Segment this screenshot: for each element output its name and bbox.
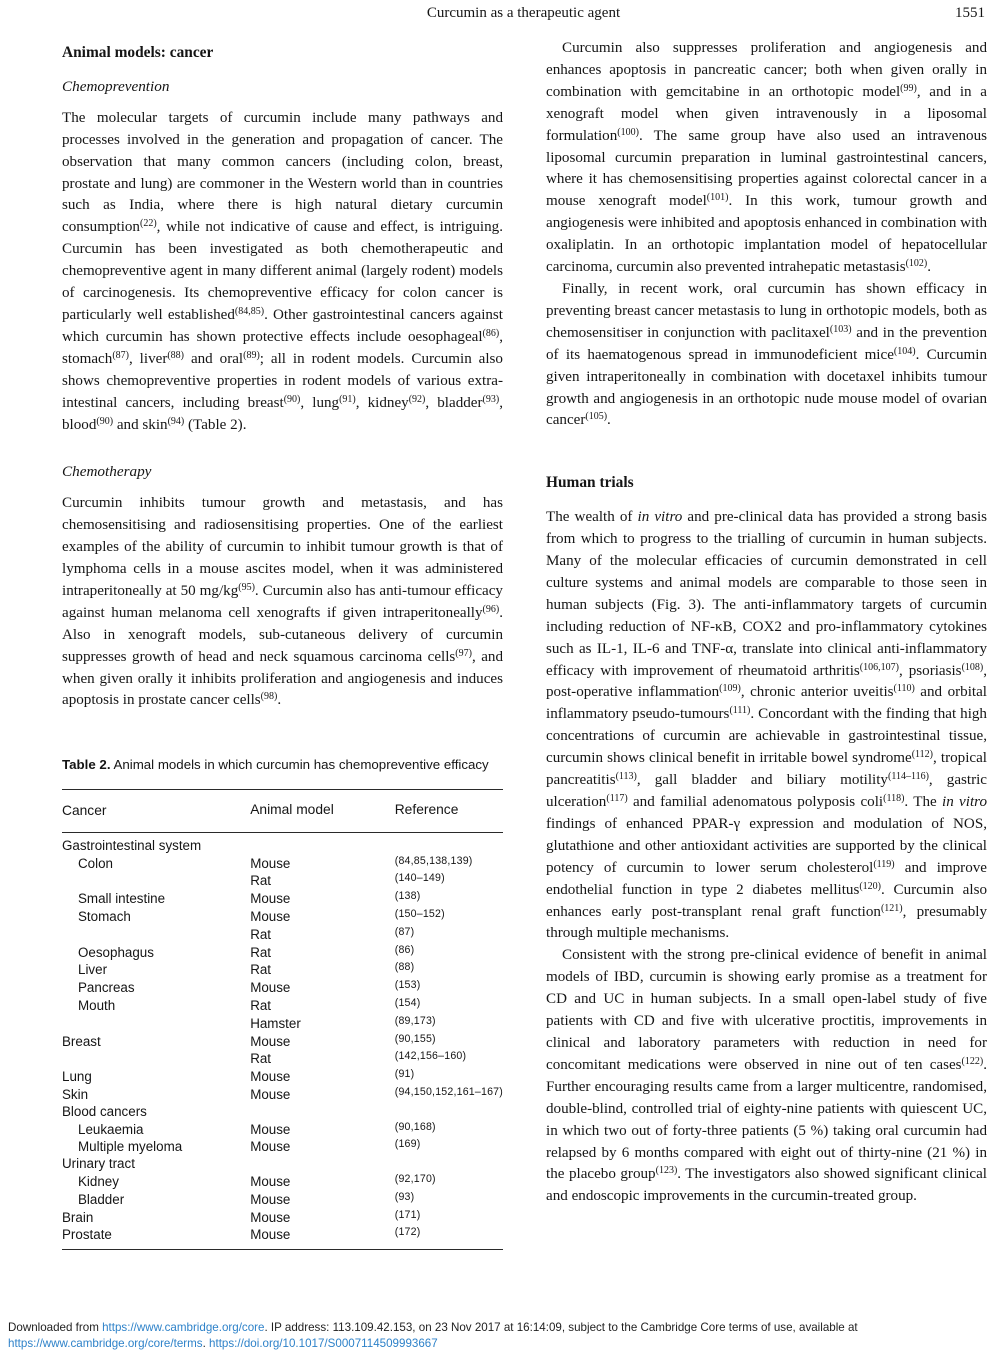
reference-superscript: (112) xyxy=(911,749,934,761)
reference-numbers: (94,150,152,161–167) xyxy=(394,1085,503,1098)
cancer-cell: Lung xyxy=(62,1069,92,1085)
animal-model-cell: Mouse xyxy=(250,1209,291,1225)
reference-superscript: (113) xyxy=(615,771,637,783)
reference-superscript: (118) xyxy=(883,793,905,804)
animal-model-cell: Mouse xyxy=(250,908,291,924)
table-row xyxy=(62,1033,503,1051)
cancer-cell: Bladder xyxy=(78,1191,125,1207)
cancer-cell: Mouth xyxy=(78,997,116,1013)
table-2 xyxy=(62,756,503,1250)
reference-superscript: (90) xyxy=(96,415,114,427)
reference-superscript: (92) xyxy=(408,393,426,405)
reference-cell xyxy=(395,944,503,962)
table-row xyxy=(62,855,503,873)
column-header-reference: Reference xyxy=(395,789,503,832)
column-header-cancer: Cancer xyxy=(62,789,250,832)
animal-model-cell: Mouse xyxy=(250,1227,291,1243)
reference-numbers: (154) xyxy=(394,996,421,1009)
reference-numbers: (88) xyxy=(394,961,415,974)
cancer-cell: Stomach xyxy=(78,908,131,924)
reference-superscript: (109) xyxy=(719,683,741,695)
table-row xyxy=(62,997,503,1015)
reference-cell xyxy=(395,1086,503,1104)
table-row xyxy=(62,944,503,962)
reference-superscript: (93) xyxy=(482,393,500,405)
animal-model-cell: Hamster xyxy=(250,1015,301,1031)
animal-model-cell: Mouse xyxy=(250,1173,291,1189)
reference-superscript: (99) xyxy=(900,82,917,94)
animal-model-cell: Rat xyxy=(250,1051,272,1067)
cancer-cell xyxy=(62,872,250,890)
paragraph-human-trials-2: Consistent with the strong pre-clinical evidence of benefit in animal models of IBD, curcumin is showing early promise as a treatment for CD and UC in human subjects. In a small open-label study of five patients with CD and five with ulcerative proctitis, improvements in clinical and laboratory parameters with reduction in need for concomitant medications were observed in nine out of ten cases$^{(122)}$. Further encouraging results came from a larger multicentre, randomised, double-blind, controlled trial of eighty-nine patients with quiescent UC, in which two out of forty-three patients (5 %) taking oral curcumin had relapsed by 6 months compared with eight out of thirty-nine (21 %) in the placebo group$^{(123)}$. The investigators also showed significant clinical and endoscopic improvements in the curcumin-treated group. xyxy=(546,947,987,1205)
right-column xyxy=(546,38,987,1208)
animal-models-table xyxy=(62,789,503,1250)
reference-cell xyxy=(395,1104,503,1121)
table-row xyxy=(62,979,503,997)
running-title: Curcumin as a therapeutic agent xyxy=(426,5,621,21)
reference-superscript: (101) xyxy=(706,192,729,204)
table-row xyxy=(62,1226,503,1249)
reference-cell xyxy=(395,872,503,890)
cancer-cell: Breast xyxy=(62,1033,101,1049)
reference-cell xyxy=(395,1121,503,1139)
animal-model-cell xyxy=(250,1156,395,1173)
reference-superscript: (120) xyxy=(859,880,881,892)
reference-numbers: (171) xyxy=(394,1208,421,1221)
reference-cell xyxy=(395,1068,503,1086)
reference-numbers: (172) xyxy=(394,1226,421,1239)
cancer-cell: Kidney xyxy=(78,1173,119,1189)
reference-superscript: (22) xyxy=(139,218,157,230)
reference-numbers: (89,173) xyxy=(394,1014,436,1027)
download-notice xyxy=(8,1320,992,1352)
animal-model-cell: Mouse xyxy=(250,891,291,907)
animal-model-cell: Mouse xyxy=(250,1121,291,1137)
subsection-heading-chemotherapy: Chemotherapy xyxy=(62,463,152,481)
reference-numbers: (84,85,138,139) xyxy=(394,854,473,867)
table-caption xyxy=(62,756,503,774)
cancer-cell: Gastrointestinal system xyxy=(62,837,202,853)
reference-superscript: (106,107) xyxy=(859,661,899,673)
reference-superscript: (119) xyxy=(873,858,895,870)
page-header xyxy=(62,5,985,27)
reference-cell xyxy=(395,1138,503,1156)
reference-superscript: (97) xyxy=(455,647,472,659)
cancer-cell xyxy=(62,1015,250,1033)
reference-superscript: (110) xyxy=(893,683,915,695)
reference-superscript: (84,85) xyxy=(234,305,265,317)
reference-superscript: (87) xyxy=(112,349,129,361)
table-row xyxy=(62,1050,503,1068)
reference-cell xyxy=(395,855,503,873)
column-header-animal-model: Animal model xyxy=(250,789,395,832)
animal-model-cell xyxy=(250,832,395,854)
table-caption-text: Animal models in which curcumin has chemopreventive efficacy xyxy=(110,757,489,773)
reference-numbers: (138) xyxy=(394,890,421,903)
table-row xyxy=(62,1015,503,1033)
table-row xyxy=(62,1138,503,1156)
left-column xyxy=(62,42,503,1250)
cancer-cell: Leukaemia xyxy=(78,1121,144,1137)
table-caption-label: Table 2. xyxy=(62,757,111,773)
table-row xyxy=(62,1209,503,1227)
table-header-row xyxy=(62,789,503,832)
cancer-cell: Colon xyxy=(78,855,113,871)
reference-cell xyxy=(395,1173,503,1191)
animal-model-cell: Rat xyxy=(250,926,272,942)
reference-cell xyxy=(395,890,503,908)
reference-numbers: (153) xyxy=(394,979,421,992)
cancer-cell: Prostate xyxy=(62,1227,112,1243)
table-row xyxy=(62,1104,503,1121)
cancer-cell: Pancreas xyxy=(78,980,135,996)
animal-model-cell: Mouse xyxy=(250,1191,291,1207)
reference-numbers: (169) xyxy=(394,1138,421,1151)
animal-model-cell: Rat xyxy=(250,944,272,960)
reference-cell xyxy=(395,908,503,926)
reference-cell xyxy=(395,1226,503,1249)
table-row xyxy=(62,1156,503,1173)
paragraph-pancreatic: Curcumin also suppresses proliferation and angiogenesis and enhances apoptosis in pancreatic cancer; both when given orally in combination with gemcitabine in an orthotopic model$^{(99)}$, and in a xenograft model when given intravenously in a liposomal formulation$^{(100)}$. The same group have also used an intravenous liposomal curcumin preparation in luminal gastrointestinal cancers, where it has chemosensitising properties against colorectal cancer in a mouse xenograft model$^{(101)}$. In this work, tumour growth and angiogenesis were inhibited and apoptosis enhanced in combination with oxaliplatin. In an orthotopic implantation model of hepatocellular carcinoma, curcumin also prevented intrahepatic metastasis$^{(102)}$. xyxy=(546,40,987,276)
animal-model-cell: Mouse xyxy=(250,1086,291,1102)
reference-superscript: (102) xyxy=(905,258,928,270)
paragraph-metastasis: Finally, in recent work, oral curcumin has shown efficacy in preventing breast cancer metastasis to lung in orthotopic models, both as chemosensitiser in conjunction with paclitaxel$^{(103)}$ and in the prevention of its haematogenous spread in immunodeficient mice$^{(104)}$. Curcumin given intraperitoneally in combination with docetaxel inhibits tumour growth and angiogenesis in an orthotopic nude mouse model of ovarian cancer$^{(105)}$. xyxy=(546,280,987,429)
animal-model-cell: Mouse xyxy=(250,1139,291,1155)
reference-superscript: (103) xyxy=(829,323,852,335)
reference-superscript: (108) xyxy=(961,661,984,673)
reference-cell xyxy=(395,926,503,944)
reference-numbers: (90,168) xyxy=(394,1120,436,1133)
cancer-cell: Oesophagus xyxy=(78,944,154,960)
cancer-cell: Multiple myeloma xyxy=(78,1139,183,1155)
reference-numbers: (140–149) xyxy=(394,872,445,885)
reference-superscript: (95) xyxy=(238,581,255,593)
reference-superscript: (114–116) xyxy=(887,771,929,783)
cancer-cell: Brain xyxy=(62,1209,94,1225)
reference-superscript: (111) xyxy=(729,705,751,717)
footer-link[interactable]: https://doi.org/10.1017/S0007114509993667 xyxy=(209,1337,438,1350)
reference-numbers: (87) xyxy=(394,925,415,938)
download-notice-line1: Downloaded from https://www.cambridge.org/core. IP address: 113.109.42.153, on 23 Nov 2017 at 16:14:09, subject to the Cambridge Core terms of use, available at xyxy=(8,1321,858,1334)
cancer-cell: Urinary tract xyxy=(62,1156,135,1172)
animal-model-cell xyxy=(250,1104,395,1121)
reference-numbers: (150–152) xyxy=(394,907,445,920)
table-row xyxy=(62,1086,503,1104)
cancer-cell xyxy=(62,1050,250,1068)
cancer-cell: Skin xyxy=(62,1086,89,1102)
table-row xyxy=(62,872,503,890)
footer-link[interactable]: https://www.cambridge.org/core xyxy=(102,1321,265,1334)
reference-numbers: (93) xyxy=(394,1190,415,1203)
table-body xyxy=(62,832,503,1249)
reference-numbers: (90,155) xyxy=(394,1032,436,1045)
reference-numbers: (86) xyxy=(394,943,415,956)
table-row xyxy=(62,926,503,944)
cancer-cell: Small intestine xyxy=(78,891,166,907)
cancer-cell: Blood cancers xyxy=(62,1103,147,1119)
reference-superscript: (123) xyxy=(655,1165,678,1177)
paragraph-chemotherapy: Curcumin inhibits tumour growth and metastasis, and has chemosensitising and radiosensitising properties. One of the earliest examples of the ability of curcumin to inhibit tumour growth is that of lymphoma cells in a mouse ascites model, when it was administered intraperitoneally at 50 $mg/kg^{(95)}$. Curcumin also has anti-tumour efficacy against human melanoma cell xenografts if given intraperitoneally$^{(96)}$. Also in xenograft models, sub-cutaneous delivery of curcumin suppresses growth of head and neck squamous carcinoma cells$^{(97)}$, and when given orally it inhibits proliferation and angiogenesis and induces apoptosis in prostate cancer cells$^{(98)}$. xyxy=(62,495,504,709)
reference-superscript: (88) xyxy=(167,349,185,361)
cancer-cell: Liver xyxy=(78,962,108,978)
reference-superscript: (91) xyxy=(339,393,356,405)
cancer-cell xyxy=(62,926,250,944)
section-heading-human-trials: Human trials xyxy=(546,474,634,492)
reference-cell xyxy=(395,997,503,1015)
table-row xyxy=(62,908,503,926)
subsection-heading-chemoprevention: Chemoprevention xyxy=(62,77,170,95)
reference-cell xyxy=(395,1015,503,1033)
reference-superscript: (117) xyxy=(606,793,628,804)
reference-numbers: (92,170) xyxy=(394,1172,436,1185)
reference-cell xyxy=(395,1156,503,1173)
reference-cell xyxy=(395,1209,503,1227)
animal-model-cell: Mouse xyxy=(250,980,291,996)
table-row xyxy=(62,890,503,908)
reference-superscript: (105) xyxy=(585,411,608,423)
reference-cell xyxy=(395,961,503,979)
animal-model-cell: Rat xyxy=(250,962,272,978)
animal-model-cell: Mouse xyxy=(250,855,291,871)
page-number: 1551 xyxy=(955,5,985,21)
animal-model-cell: Rat xyxy=(250,997,272,1013)
table-row xyxy=(62,1121,503,1139)
reference-cell xyxy=(395,1050,503,1068)
animal-model-cell: Mouse xyxy=(250,1069,291,1085)
reference-superscript: (104) xyxy=(893,345,916,357)
paragraph-human-trials-1: The wealth of in vitro and pre-clinical data has provided a strong basis from which to progress to the trialling of curcumin in human subjects. Many of the molecular efficacies of curcumin demonstrated in cell culture systems and animal models are comparable to those seen in human subjects (Fig. 3). The anti-inflammatory targets of curcumin including reduction of NF-κB, COX2 and pro-inflammatory cytokines such as IL-1, IL-6 and TNF-α, translate into clinical anti-inflammatory efficacy with improvement of rheumatoid arthritis$^{(106,107)}$, psoriasis$^{(108)}$, post-operative inflammation$^{(109)}$, chronic anterior uveitis$^{(110)}$ and orbital inflammatory pseudo-tumours$^{(111)}$. Concordant with the finding that high concentrations of curcumin are achievable in gastrointestinal tissue, curcumin shows clinical benefit in irritable bowel syndrome$^{(112)}$, tropical pancreatitis$^{(113)}$, gall bladder and biliary motility$^{(114-116)}$, gastric ulceration$^{(117)}$ and familial adenomatous polyposis coli$^{(118)}$. The in vitro findings of enhanced PPAR-γ expression and modulation of NOS, glutathione and other antioxidant activities are supported by the clinical potency of curcumin to lower serum cholesterol$^{(119)}$ and improve endothelial function in type 2 diabetes mellitus$^{(120)}$. Curcumin also enhances early post-transplant renal graft function$^{(121)}$, presumably through multiple mechanisms. xyxy=(546,509,988,942)
table-row xyxy=(62,961,503,979)
table-row xyxy=(62,1173,503,1191)
section-heading-animal-models: Animal models: cancer xyxy=(62,44,214,61)
table-row xyxy=(62,1068,503,1086)
reference-cell xyxy=(395,1033,503,1051)
reference-superscript: (89) xyxy=(243,349,260,361)
reference-cell xyxy=(395,832,503,854)
reference-superscript: (122) xyxy=(961,1055,984,1067)
reference-numbers: (142,156–160) xyxy=(394,1050,467,1063)
footer-link[interactable]: https://www.cambridge.org/core/terms xyxy=(8,1337,203,1350)
animal-model-cell: Rat xyxy=(250,873,272,889)
animal-model-cell: Mouse xyxy=(250,1033,291,1049)
paragraph-chemoprevention: The molecular targets of curcumin include many pathways and processes involved in the generation and propagation of cancer. The observation that many common cancers (including colon, breast, prostate and lung) are commoner in the Western world than in countries such as India, where there is high natural dietary curcumin consumption$^{(22)}$, while not indicative of cause and effect, is intriguing. Curcumin has been investigated as both chemotherapeutic and chemopreventive agent in many different animal (largely rodent) models of carcinogenesis. Its chemopreventive efficacy for colon cancer is particularly well established$^{(84,85)}$. Other gastrointestinal cancers against which curcumin has shown protective effects include oesophageal$^{(86)}$, stomach$^{(87)}$, liver$^{(88)}$ and oral$^{(89)}$; all in rodent models. Curcumin also shows chemopreventive properties in rodent models of various extra-intestinal cancers, including breast$^{(90)}$, lung$^{(91)}$, kidney$^{(92)}$, bladder$^{(93)}$, blood$^{(90)}$ and skin$^{(94)}$ (Table 2). xyxy=(62,109,503,433)
reference-cell xyxy=(395,1191,503,1209)
table-row xyxy=(62,832,503,854)
reference-superscript: (86) xyxy=(482,327,500,339)
reference-superscript: (96) xyxy=(482,603,500,615)
reference-numbers: (91) xyxy=(394,1068,415,1081)
download-notice-line2: https://www.cambridge.org/core/terms. https://doi.org/10.1017/S0007114509993667 xyxy=(8,1337,438,1350)
reference-superscript: (98) xyxy=(260,691,278,703)
table-row xyxy=(62,1191,503,1209)
reference-superscript: (90) xyxy=(283,393,301,405)
reference-cell xyxy=(395,979,503,997)
reference-superscript: (121) xyxy=(880,902,903,914)
reference-superscript: (100) xyxy=(617,126,639,138)
reference-superscript: (94) xyxy=(167,415,185,427)
